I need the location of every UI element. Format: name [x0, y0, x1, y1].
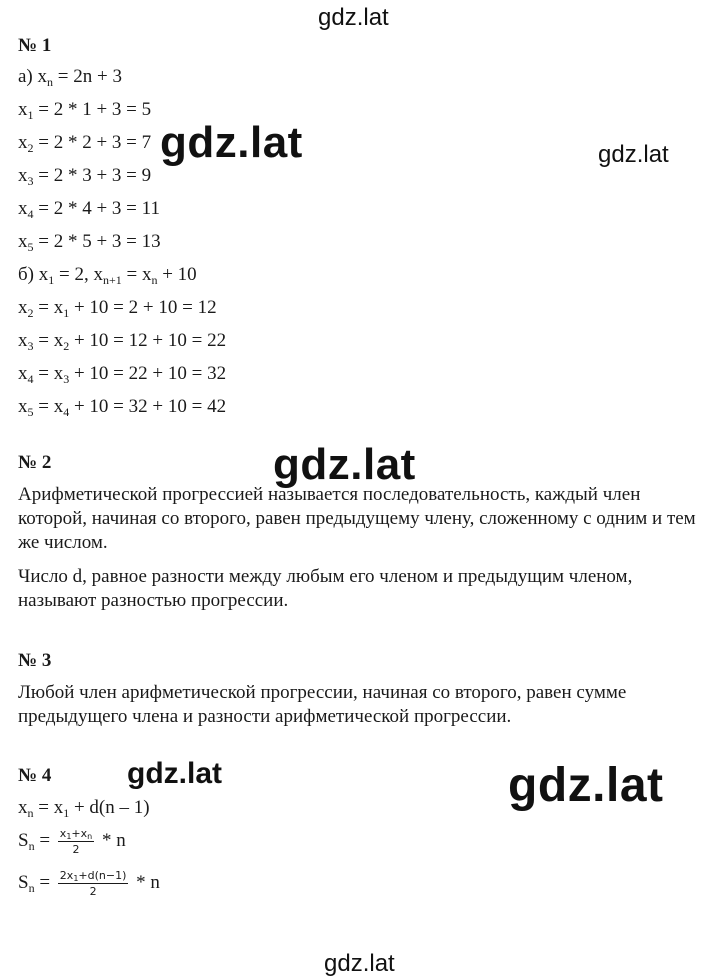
formula-line: $x_3 = x_2 + 10 = 12 + 10 = 22$ — [18, 330, 227, 353]
watermark: gdz.lat — [127, 757, 222, 790]
formula-line: $x_2 = x_1 + 10 = 2 + 10 = 12$ — [18, 297, 217, 320]
formula-line: $x_5 = 2 * 5 + 3 = 13$ — [18, 231, 161, 254]
formula-b: б) $x_1 = 2$, $x_{n+1} = x_n + 10$ — [18, 264, 197, 287]
fraction: $\frac{x_1+x_n}{2}$ — [59, 826, 93, 856]
watermark: gdz.lat — [160, 118, 303, 167]
formula-a: а) $x_n = 2n + 3$ — [18, 66, 122, 89]
watermark: gdz.lat — [508, 759, 664, 812]
task3-paragraph: Любой член арифметической прогрессии, начиная со второго, равен сумме предыдущего члена и разности арифметической прогрессии. — [18, 682, 627, 727]
task2-paragraph-1: Арифметической прогрессией называется последовательность, каждый член которой, начиная со второго, равен предыдущему члену, сложенному с одним и тем же числом. — [18, 484, 696, 553]
formula-line: $x_3 = 2 * 3 + 3 = 9$ — [18, 165, 152, 188]
part-b-label: б) — [18, 264, 34, 285]
watermark: gdz.lat — [273, 440, 416, 489]
formula-sum-1: $S_n$ = $\frac{x_1+x_n}{2}$ * n — [18, 826, 126, 856]
part-a-label: а) — [18, 66, 33, 87]
formula-line: $x_5 = x_4 + 10 = 32 + 10 = 42$ — [18, 396, 227, 419]
formula-line: $x_4 = 2 * 4 + 3 = 11$ — [18, 198, 160, 221]
formula-line: $x_2 = 2 * 2 + 3 = 7$ — [18, 132, 152, 155]
task2-heading: № 2 — [18, 452, 52, 473]
watermark: gdz.lat — [598, 141, 669, 168]
task4-heading: № 4 — [18, 765, 52, 786]
watermark: gdz.lat — [318, 4, 389, 31]
formula-sum-2: $S_n$ = $\frac{2x_1+d(n-1)}{2}$ * n — [18, 868, 160, 898]
formula-nth-term: $x_n = x_1 + d(n - 1)$ — [18, 797, 150, 820]
formula-line: $x_1 = 2 * 1 + 3 = 5$ — [18, 99, 152, 122]
task2-paragraph-2: Число d, равное разности между любым его членом и предыдущим членом, называют разностью прогрессии. — [18, 566, 633, 611]
formula-line: $x_4 = x_3 + 10 = 22 + 10 = 32$ — [18, 363, 227, 386]
task3-heading: № 3 — [18, 650, 52, 671]
fraction: $\frac{2x_1+d(n-1)}{2}$ — [59, 868, 127, 898]
watermark: gdz.lat — [324, 950, 395, 977]
task1-heading: № 1 — [18, 35, 52, 56]
